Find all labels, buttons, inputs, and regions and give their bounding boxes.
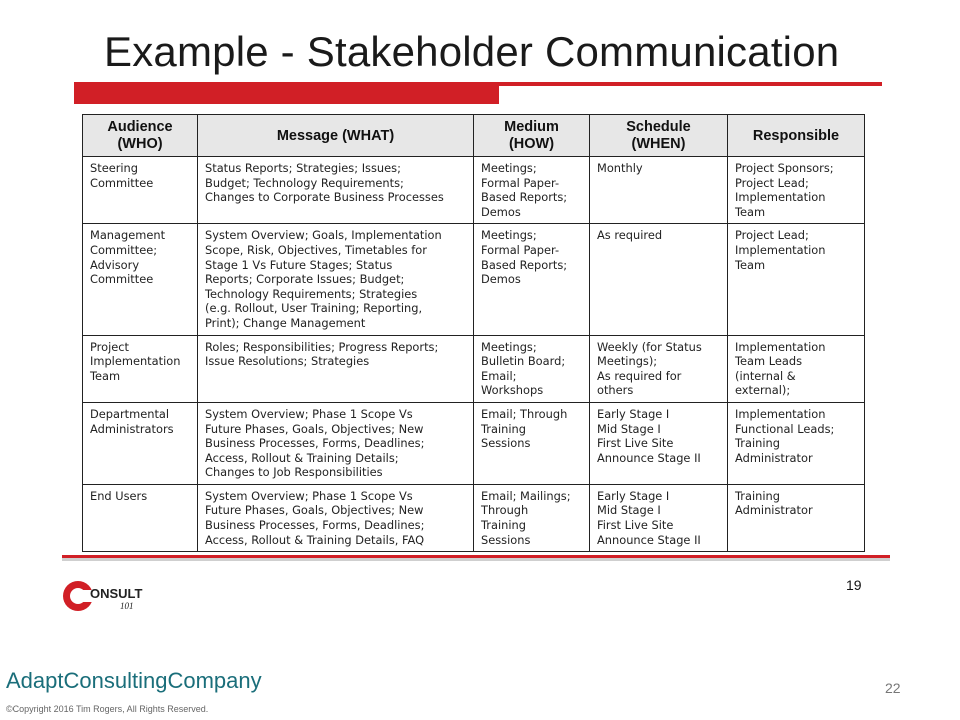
cell-medium: Meetings; Bulletin Board; Email; Workshops	[474, 335, 590, 402]
table-row	[83, 157, 865, 224]
header-schedule: Schedule (WHEN)	[590, 115, 728, 157]
cell-message: System Overview; Phase 1 Scope Vs Future Phases, Goals, Objectives; New Business Processes, Forms, Deadlines; Access, Rollout & Training Details; Changes to Job Responsibilities	[198, 402, 474, 484]
cell-responsible: Training Administrator	[728, 484, 865, 551]
consult-101-logo	[60, 576, 170, 616]
header-responsible: Responsible	[728, 115, 865, 157]
cell-audience: Management Committee; Advisory Committee	[83, 224, 198, 335]
table-row	[83, 484, 865, 551]
stakeholder-communication-table	[82, 114, 865, 552]
table-row	[83, 224, 865, 335]
footer-rule-shadow	[62, 558, 890, 561]
cell-schedule: As required	[590, 224, 728, 335]
cell-schedule: Early Stage I Mid Stage I First Live Site Announce Stage II	[590, 402, 728, 484]
page-number: 22	[885, 680, 901, 696]
cell-responsible: Implementation Team Leads (internal & external);	[728, 335, 865, 402]
header-medium: Medium (HOW)	[474, 115, 590, 157]
cell-responsible: Implementation Functional Leads; Training Administrator	[728, 402, 865, 484]
table-row	[83, 402, 865, 484]
cell-audience: Steering Committee	[83, 157, 198, 224]
cell-audience: Project Implementation Team	[83, 335, 198, 402]
cell-responsible: Project Sponsors; Project Lead; Implementation Team	[728, 157, 865, 224]
logo-text-101: 101	[120, 601, 134, 611]
company-name: AdaptConsultingCompany	[6, 668, 262, 693]
header-audience: Audience (WHO)	[83, 115, 198, 157]
cell-audience: End Users	[83, 484, 198, 551]
header-message: Message (WHAT)	[198, 115, 474, 157]
cell-medium: Meetings; Formal Paper- Based Reports; Demos	[474, 224, 590, 335]
cell-audience: Departmental Administrators	[83, 402, 198, 484]
cell-message: System Overview; Goals, Implementation Scope, Risk, Objectives, Timetables for Stage 1 Vs Future Stages; Status Reports; Corporate Issues; Budget; Technology Requirements; Strategies (e.g. Rollout, User Training; Reporting, Print); Change Management	[198, 224, 474, 335]
logo-text-onsult: ONSULT	[90, 586, 143, 601]
table-row	[83, 335, 865, 402]
cell-medium: Meetings; Formal Paper- Based Reports; Demos	[474, 157, 590, 224]
slide-number: 19	[846, 577, 862, 593]
cell-message: System Overview; Phase 1 Scope Vs Future Phases, Goals, Objectives; New Business Processes, Forms, Deadlines; Access, Rollout & Training Details, FAQ	[198, 484, 474, 551]
cell-schedule: Monthly	[590, 157, 728, 224]
cell-schedule: Early Stage I Mid Stage I First Live Site Announce Stage II	[590, 484, 728, 551]
cell-message: Status Reports; Strategies; Issues; Budget; Technology Requirements; Changes to Corporate Business Processes	[198, 157, 474, 224]
table-header-row	[83, 115, 865, 157]
cell-medium: Email; Through Training Sessions	[474, 402, 590, 484]
cell-schedule: Weekly (for Status Meetings); As required for others	[590, 335, 728, 402]
slide-title: Example - Stakeholder Communication	[104, 28, 840, 75]
copyright-notice: ©Copyright 2016 Tim Rogers, All Rights Reserved.	[6, 704, 209, 714]
cell-medium: Email; Mailings; Through Training Sessions	[474, 484, 590, 551]
cell-responsible: Project Lead; Implementation Team	[728, 224, 865, 335]
title-accent-bar	[74, 84, 499, 104]
cell-message: Roles; Responsibilities; Progress Reports; Issue Resolutions; Strategies	[198, 335, 474, 402]
